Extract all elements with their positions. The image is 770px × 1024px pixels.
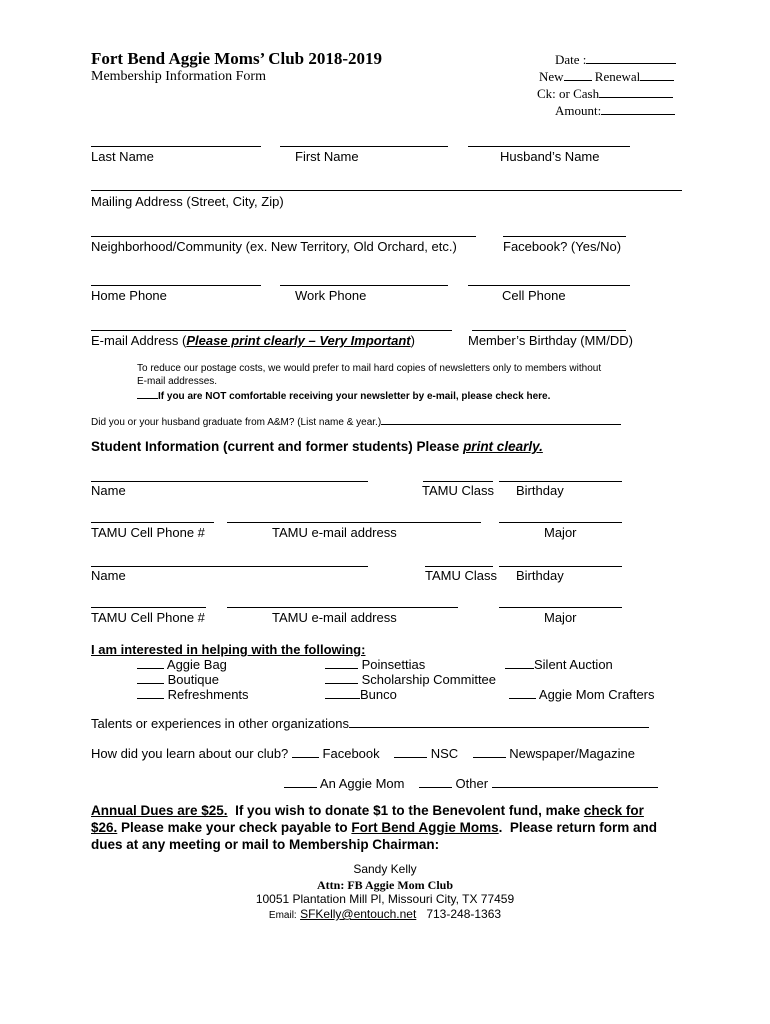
learn-nsc-label: NSC xyxy=(430,746,459,761)
graduate-question xyxy=(91,414,621,428)
learn-newspaper-blank[interactable] xyxy=(473,746,506,758)
birthday-line[interactable] xyxy=(472,330,626,331)
interest-boutique xyxy=(137,672,219,687)
interest-silent-auction xyxy=(505,657,613,672)
renewal-blank[interactable] xyxy=(640,69,674,81)
interest-refreshments xyxy=(137,687,249,702)
student2-email-label: TAMU e-mail address xyxy=(272,610,397,625)
neighborhood-label: Neighborhood/Community (ex. New Territory, Old Orchard, etc.) xyxy=(91,239,457,254)
interest-poinsettias-label: Poinsettias xyxy=(361,657,426,672)
student-heading-text: Student Information (current and former students) Please xyxy=(91,439,464,454)
home-phone-label: Home Phone xyxy=(91,288,167,303)
ck-blank[interactable] xyxy=(599,86,673,98)
facebook-line[interactable] xyxy=(503,236,626,237)
newsletter-check-blank[interactable] xyxy=(137,388,158,399)
student2-major-label: Major xyxy=(544,610,577,625)
student2-birthday-label: Birthday xyxy=(516,568,564,583)
student1-class-label: TAMU Class xyxy=(422,483,494,498)
learn-aggie-mom-label: An Aggie Mom xyxy=(319,776,405,791)
interest-poinsettias xyxy=(325,657,425,672)
mailing-address-line[interactable] xyxy=(91,190,682,191)
student2-major-line[interactable] xyxy=(499,607,622,608)
husband-name-line[interactable] xyxy=(468,146,630,147)
interest-scholarship xyxy=(325,672,496,687)
student-heading-emphasis: print clearly. xyxy=(463,439,543,454)
learn-aggie-mom-blank[interactable] xyxy=(284,776,317,788)
dues-return: . Please return form and xyxy=(498,820,657,835)
student2-name-line[interactable] xyxy=(91,566,368,567)
contact-email-link[interactable]: SFKelly@entouch.net xyxy=(300,907,417,921)
dues-payable: Please make your check payable to xyxy=(117,820,352,835)
interest-scholarship-label: Scholarship Committee xyxy=(361,672,497,687)
learn-prompt: How did you learn about our club? xyxy=(91,746,289,761)
neighborhood-line[interactable] xyxy=(91,236,476,237)
dues-line-2 xyxy=(91,819,657,836)
newsletter-opt-out xyxy=(137,388,550,402)
student1-email-line[interactable] xyxy=(227,522,481,523)
new-renewal-field xyxy=(539,69,674,85)
date-field xyxy=(555,52,676,68)
email-label xyxy=(91,333,415,348)
new-label: New xyxy=(539,69,564,84)
ck-label: Ck: or Cash xyxy=(537,86,600,101)
learn-row-1 xyxy=(91,746,635,761)
learn-nsc-blank[interactable] xyxy=(394,746,427,758)
student1-class-line[interactable] xyxy=(423,481,493,482)
dues-donate: If you wish to donate $1 to the Benevolent fund, make xyxy=(227,803,584,818)
talents-field xyxy=(91,716,649,731)
amount-blank[interactable] xyxy=(601,103,675,115)
last-name-line[interactable] xyxy=(91,146,261,147)
learn-other-label: Other xyxy=(455,776,489,791)
talents-blank[interactable] xyxy=(349,716,649,728)
student1-name-label: Name xyxy=(91,483,126,498)
interest-refreshments-label: Refreshments xyxy=(167,687,249,702)
interest-poinsettias-blank[interactable] xyxy=(325,657,358,669)
newsletter-opt-out-text: If you are NOT comfortable receiving your newsletter by e-mail, please check here. xyxy=(158,391,551,402)
first-name-line[interactable] xyxy=(280,146,448,147)
dues-payee: Fort Bend Aggie Moms xyxy=(351,820,499,835)
student2-class-label: TAMU Class xyxy=(425,568,497,583)
work-phone-line[interactable] xyxy=(280,285,448,286)
mailing-address-label: Mailing Address (Street, City, Zip) xyxy=(91,194,284,209)
student1-email-label: TAMU e-mail address xyxy=(272,525,397,540)
dues-26: $26. xyxy=(91,820,118,835)
contact-email-row xyxy=(0,907,770,921)
dues-line-3: dues at any meeting or mail to Membership Chairman: xyxy=(91,837,440,852)
home-phone-line[interactable] xyxy=(91,285,261,286)
student-heading xyxy=(91,439,543,454)
student1-birthday-line[interactable] xyxy=(499,481,622,482)
new-blank[interactable] xyxy=(564,69,592,81)
student2-birthday-line[interactable] xyxy=(499,566,622,567)
student1-major-label: Major xyxy=(544,525,577,540)
date-label: Date : xyxy=(555,52,587,67)
student1-birthday-label: Birthday xyxy=(516,483,564,498)
last-name-label: Last Name xyxy=(91,149,154,164)
learn-facebook-blank[interactable] xyxy=(292,746,319,758)
email-line[interactable] xyxy=(91,330,452,331)
date-blank[interactable] xyxy=(586,52,676,64)
interest-boutique-blank[interactable] xyxy=(137,672,164,684)
email-label-pre: E-mail Address ( xyxy=(91,333,187,348)
cell-phone-label: Cell Phone xyxy=(502,288,566,303)
email-label-emphasis: Please print clearly – Very Important xyxy=(186,333,411,348)
dues-line-1 xyxy=(91,802,657,819)
amount-label: Amount: xyxy=(555,103,602,118)
dues-check-for: check for xyxy=(583,803,644,818)
cell-phone-line[interactable] xyxy=(468,285,630,286)
interest-silent-auction-blank[interactable] xyxy=(505,657,534,669)
student1-name-line[interactable] xyxy=(91,481,368,482)
email-label-post: ) xyxy=(410,333,415,348)
interest-bunco-label: Bunco xyxy=(360,687,397,702)
husband-name-label: Husband’s Name xyxy=(500,149,600,164)
work-phone-label: Work Phone xyxy=(295,288,367,303)
interest-bunco-blank[interactable] xyxy=(325,687,360,699)
member-birthday-label: Member’s Birthday (MM/DD) xyxy=(468,333,633,348)
talents-label: Talents or experiences in other organizations xyxy=(91,716,349,731)
interest-refreshments-blank[interactable] xyxy=(137,687,164,699)
interest-aggie-bag xyxy=(137,657,227,672)
facebook-label: Facebook? (Yes/No) xyxy=(503,239,622,254)
learn-other-text-blank[interactable] xyxy=(492,776,658,788)
student2-name-label: Name xyxy=(91,568,126,583)
graduate-blank[interactable] xyxy=(381,414,621,425)
student1-cell-label: TAMU Cell Phone # xyxy=(91,525,205,540)
interest-crafters xyxy=(509,687,655,702)
interest-silent-auction-label: Silent Auction xyxy=(534,657,613,672)
contact-name: Sandy Kelly xyxy=(353,862,417,876)
dues-amount: Annual Dues are $25. xyxy=(91,803,228,818)
contact-attn: Attn: FB Aggie Mom Club xyxy=(317,878,453,892)
newsletter-note-line2: E-mail addresses. xyxy=(137,376,218,387)
student2-class-line[interactable] xyxy=(425,566,493,567)
payment-field xyxy=(537,86,673,102)
contact-email-label: Email: xyxy=(268,910,297,921)
student2-cell-label: TAMU Cell Phone # xyxy=(91,610,205,625)
renewal-label: Renewal xyxy=(594,69,641,84)
student2-email-line[interactable] xyxy=(227,607,458,608)
interest-boutique-label: Boutique xyxy=(167,672,219,687)
contact-phone: 713-248-1363 xyxy=(426,907,502,921)
interest-aggie-bag-blank[interactable] xyxy=(137,657,164,669)
learn-facebook-label: Facebook xyxy=(322,746,380,761)
learn-newspaper-label: Newspaper/Magazine xyxy=(509,746,635,761)
interest-crafters-label: Aggie Mom Crafters xyxy=(538,687,655,702)
interest-aggie-bag-label: Aggie Bag xyxy=(166,657,227,672)
form-title: Fort Bend Aggie Moms’ Club 2018-2019 xyxy=(91,49,383,68)
amount-field xyxy=(555,103,675,119)
interest-scholarship-blank[interactable] xyxy=(325,672,358,684)
newsletter-note-line1: To reduce our postage costs, we would prefer to mail hard copies of newsletters only to members without xyxy=(137,363,602,374)
student1-cell-line[interactable] xyxy=(91,522,214,523)
interest-bunco xyxy=(325,687,397,702)
learn-row-2 xyxy=(284,776,658,791)
interest-crafters-blank[interactable] xyxy=(509,687,536,699)
graduate-label: Did you or your husband graduate from A&M? (List name & year.) xyxy=(91,417,382,428)
contact-address: 10051 Plantation Mill Pl, Missouri City, TX 77459 xyxy=(255,892,515,906)
learn-other-blank[interactable] xyxy=(419,776,452,788)
dues-paragraph xyxy=(91,802,657,853)
first-name-label: First Name xyxy=(295,149,359,164)
student2-cell-line[interactable] xyxy=(91,607,206,608)
interests-heading: I am interested in helping with the following: xyxy=(91,642,366,657)
student1-major-line[interactable] xyxy=(499,522,622,523)
form-subtitle: Membership Information Form xyxy=(91,69,266,84)
